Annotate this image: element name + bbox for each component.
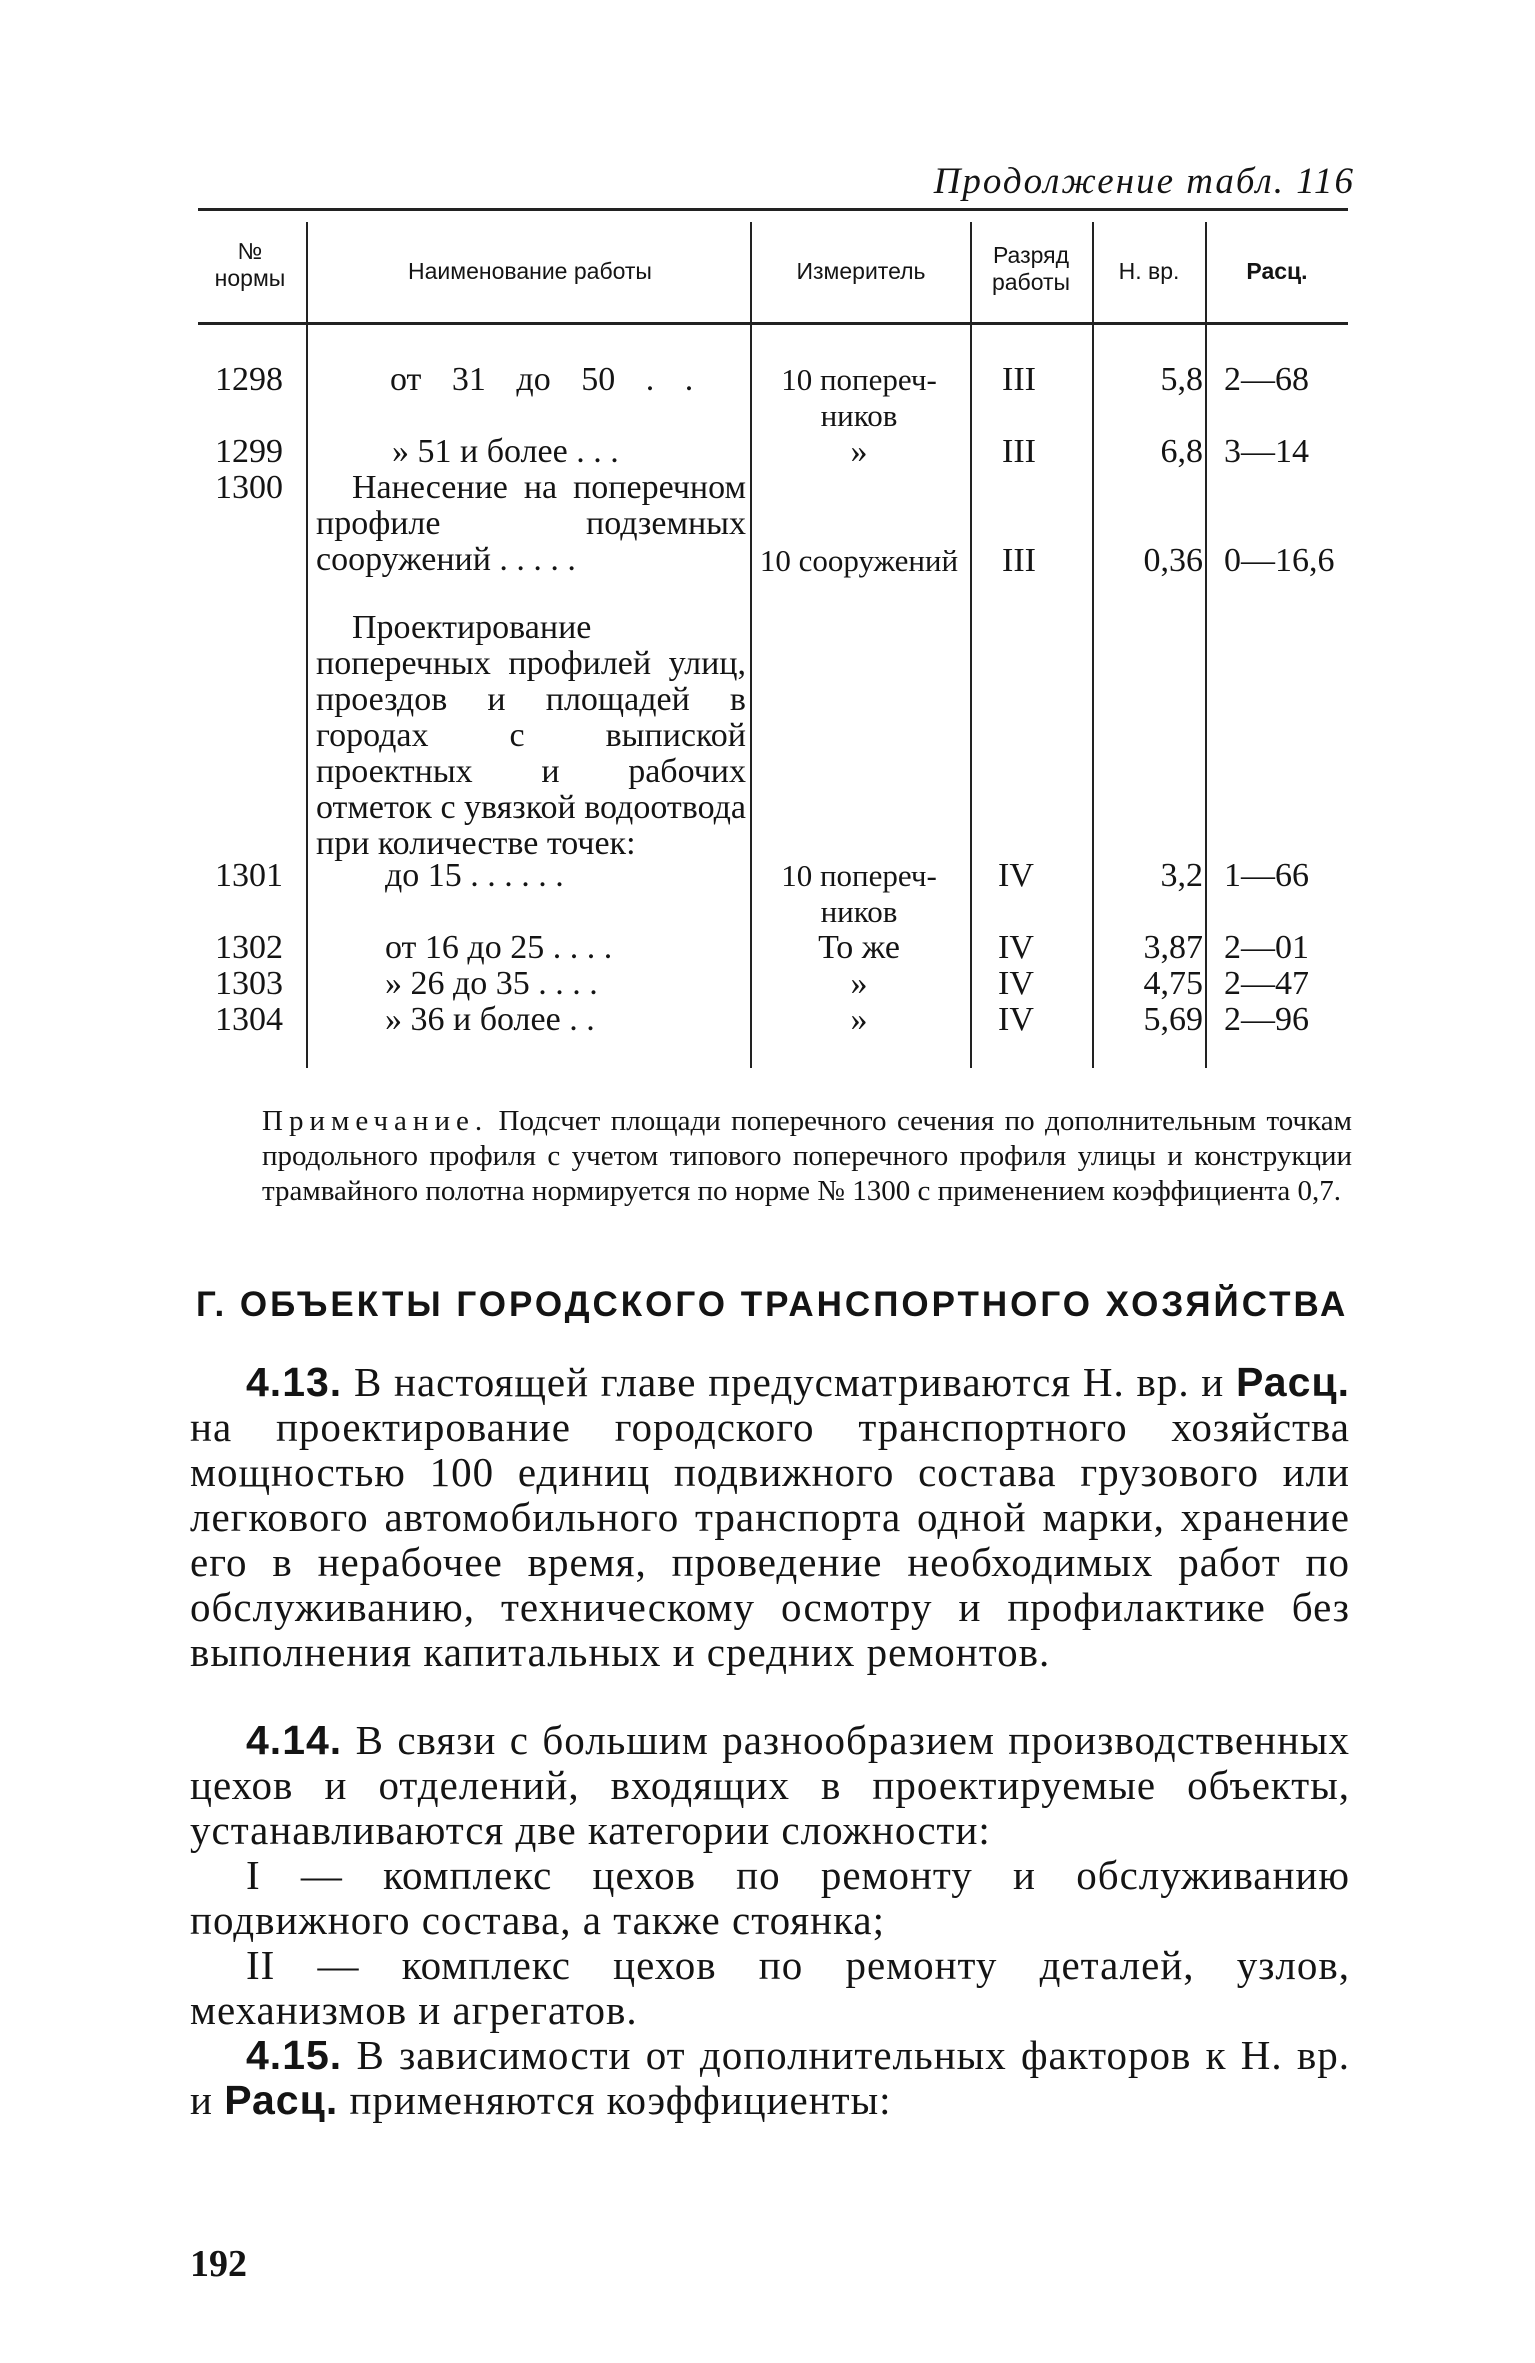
category-2: II — комплекс цехов по ремонту деталей, узлов, механизмов и агрегатов. — [190, 1942, 1350, 2033]
measure: 10 попереч-ников — [781, 362, 937, 433]
hours: 6,8 — [1160, 433, 1203, 470]
hours: 4,75 — [1143, 965, 1203, 1002]
grade: IV — [998, 857, 1034, 894]
rate: 3—14 — [1224, 433, 1309, 470]
norm-number: 1302 — [215, 929, 283, 966]
col-divider — [970, 222, 972, 1068]
rate: 2—68 — [1224, 361, 1309, 398]
measure: » — [850, 433, 868, 470]
grade: III — [1002, 542, 1036, 579]
header-norm-no: № нормы — [214, 238, 286, 291]
table-top-rule — [198, 208, 1348, 211]
category-1: I — комплекс цехов по ремонту и обслуживанию подвижного состава, а также стоянка; — [190, 1852, 1350, 1943]
header-grade: Разряд работы — [991, 242, 1071, 295]
bold-term: Расц. — [1236, 1359, 1351, 1405]
measure: 10 сооружений — [759, 543, 959, 578]
measure: 10 попереч-ников — [781, 858, 937, 929]
paragraph-text: на проектирование городского транспортного хозяйства мощностью 100 единиц подвижного состава грузового или легкового автомобильного транспорта одной марки, хранение его в нерабочее время, проведение необходимых работ по обслуживанию, техническому осмотру и профилактике без выполнения капитальных и средних ремонтов. — [190, 1404, 1350, 1675]
rate: 2—96 — [1224, 1001, 1309, 1038]
rate: 2—01 — [1224, 929, 1309, 966]
norm-number: 1304 — [215, 1001, 283, 1038]
measure: » — [850, 1001, 868, 1038]
norm-number: 1298 — [215, 361, 283, 398]
hours: 3,87 — [1143, 929, 1203, 966]
hours: 0,36 — [1143, 542, 1203, 579]
paragraph-text: В зависимости от дополнительных факторов к Н. вр. и — [190, 2032, 1350, 2123]
page-number: 192 — [190, 2243, 247, 2285]
paragraph-text: В настоящей главе предусматриваются Н. вр. и — [353, 1359, 1225, 1405]
paragraph-4-13 — [190, 1360, 1350, 1675]
note-text: Подсчет площади поперечного сечения по дополнительным точкам продольного профиля с учетом типового поперечного профиля улицы и конструкции трамвайного полотна нормируется по норме № 1300 с применением коэффициента 0,7. — [262, 1105, 1353, 1207]
paragraph-text: В связи с большим разнообразием производственных цехов и отделений, входящих в проектируемые объекты, устанавливаются две категории сложности: — [190, 1717, 1350, 1853]
work-name: Нанесение на поперечном профиле подземных сооружений . . . . . — [316, 469, 746, 578]
rate: 2—47 — [1224, 965, 1309, 1002]
hours: 5,69 — [1143, 1001, 1203, 1038]
col-divider — [1205, 222, 1207, 1068]
grade: III — [1002, 361, 1036, 398]
continuation-title: Продолжение табл. 116 — [933, 161, 1355, 202]
paragraph-number: 4.13. — [246, 1359, 343, 1405]
grade: IV — [998, 965, 1034, 1002]
work-name: » 51 и более . . . — [392, 433, 619, 470]
header-hours: Н. вр. — [1118, 258, 1180, 284]
hours: 3,2 — [1160, 857, 1203, 894]
measure: » — [850, 965, 868, 1002]
hours: 5,8 — [1160, 361, 1203, 398]
work-name: » 36 и более . . — [385, 1001, 595, 1038]
paragraph-text: применяются коэффициенты: — [349, 2077, 892, 2123]
norm-number: 1303 — [215, 965, 283, 1002]
header-rate: Расц. — [1246, 258, 1308, 284]
col-divider — [306, 222, 308, 1068]
paragraph-4-15 — [190, 2033, 1350, 2123]
work-name: » 26 до 35 . . . . — [385, 965, 598, 1002]
work-name: от 16 до 25 . . . . — [385, 929, 613, 966]
work-name: до 15 . . . . . . — [385, 857, 564, 894]
table-header-rule — [198, 322, 1348, 325]
paragraph-number: 4.14. — [246, 1717, 343, 1763]
rate: 0—16,6 — [1224, 542, 1335, 579]
group-description: Проектирование поперечных профилей улиц, проездов и площадей в городах с выпиской проектных и рабочих отметок с увязкой водоотвода при количестве точек: — [316, 609, 746, 862]
header-measure: Измеритель — [796, 258, 926, 284]
grade: III — [1002, 433, 1036, 470]
work-name: от 31 до 50 . . — [390, 361, 694, 398]
table-note — [262, 1104, 1352, 1209]
paragraph-4-14 — [190, 1718, 1350, 1853]
note-label: Примечание. — [262, 1105, 489, 1137]
header-work-name: Наименование работы — [408, 258, 652, 284]
paragraph-number: 4.15. — [246, 2032, 343, 2078]
grade: IV — [998, 929, 1034, 966]
norm-number: 1299 — [215, 433, 283, 470]
norm-number: 1301 — [215, 857, 283, 894]
measure: То же — [818, 929, 900, 966]
rate: 1—66 — [1224, 857, 1309, 894]
grade: IV — [998, 1001, 1034, 1038]
section-heading: Г. ОБЪЕКТЫ ГОРОДСКОГО ТРАНСПОРТНОГО ХОЗЯЙСТВА — [196, 1285, 1349, 1324]
norm-number: 1300 — [215, 469, 283, 506]
bold-term: Расц. — [224, 2077, 339, 2123]
